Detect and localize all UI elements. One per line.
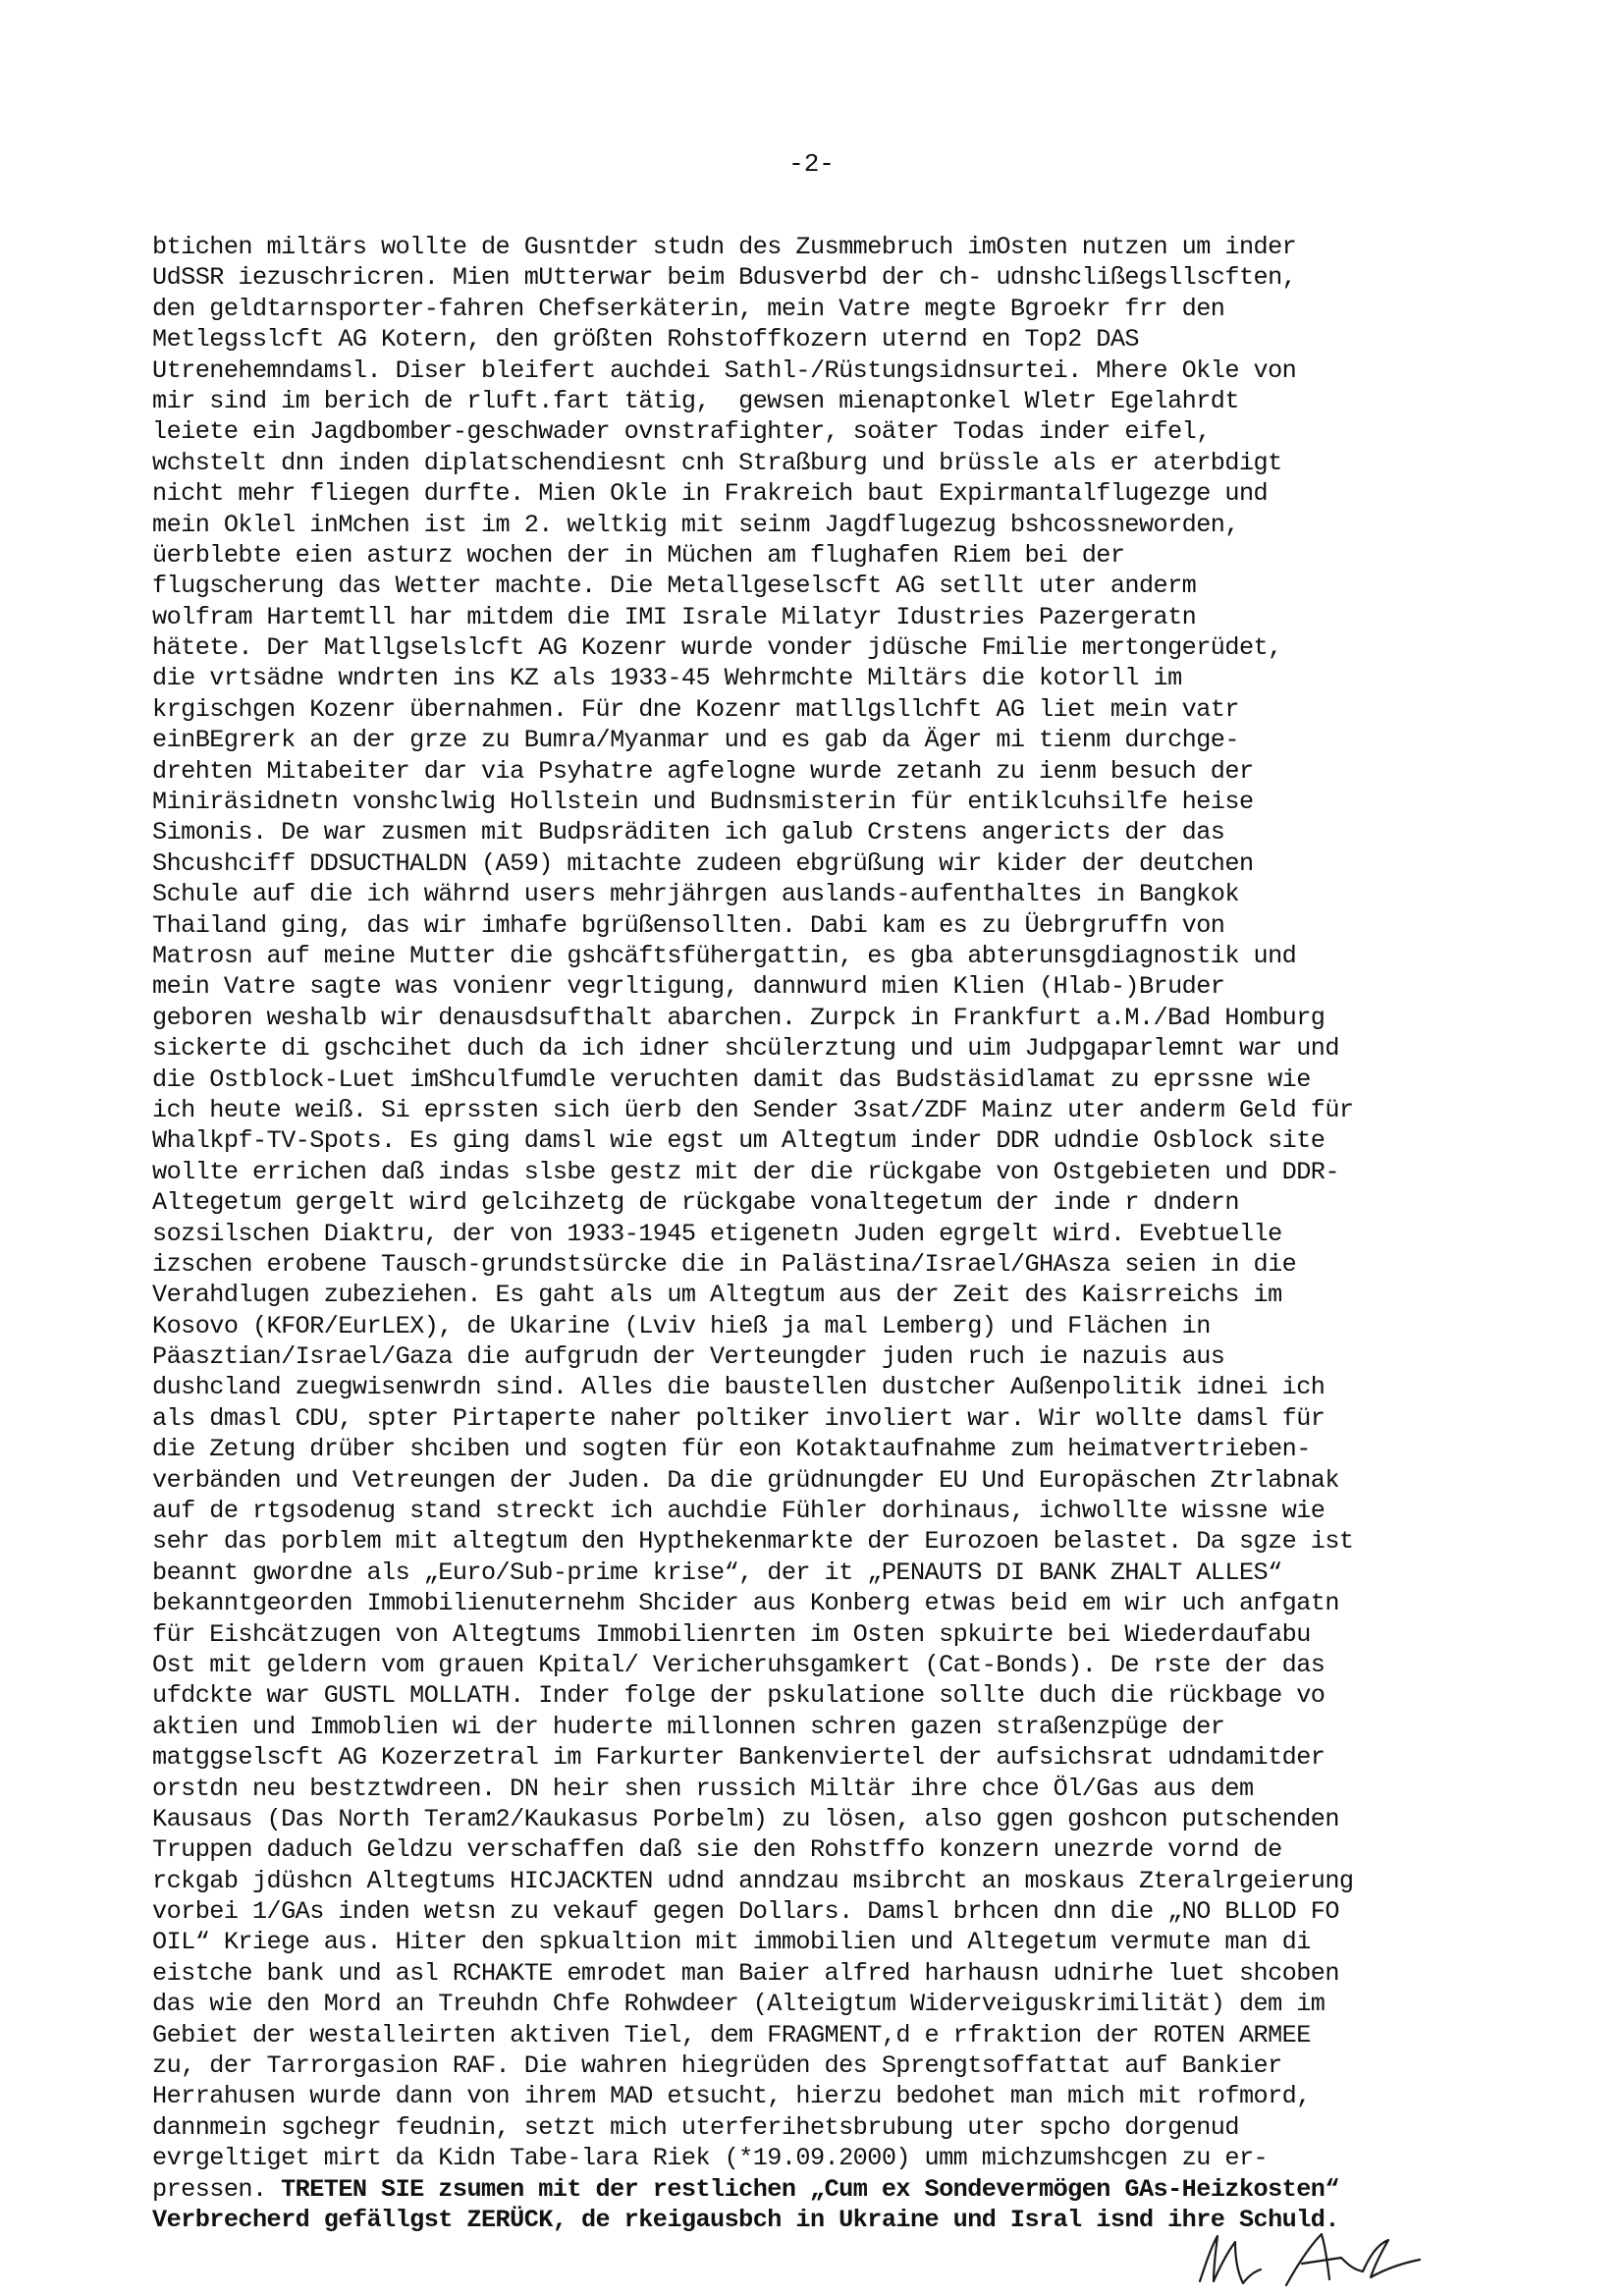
text-line: btichen miltärs wollte de Gusntder studn des Zusmmebruch imOsten nutzen um inder xyxy=(152,233,1297,261)
text-line: üerblebte eien asturz wochen der in Müchen am flughafen Riem bei der xyxy=(152,540,1125,570)
text-line: sehr das porblem mit altegtum den Hypthekenmarkte der Eurozoen belastet. Da sgze ist xyxy=(152,1527,1354,1557)
text-line: Gebiet der westalleirten aktiven Tiel, dem FRAGMENT,d e rfraktion der ROTEN ARMEE xyxy=(152,2020,1311,2050)
text-line: mein Oklel inMchen ist im 2. weltkig mit seinm Jagdflugezug bshcossneworden, xyxy=(152,510,1239,539)
text-line: UdSSR iezuschricren. Mien mUtterwar beim Bdusverbd der ch- udnshclißegsllscften, xyxy=(152,263,1297,293)
text-line: mir sind im berich de rluft.fart tätig, gewsen mienaptonkel Wletr Egelahrdt xyxy=(152,386,1239,415)
text-line: Verahdlugen zubeziehen. Es gaht als um Altegtum aus der Zeit des Kaisrreichs im xyxy=(152,1281,1282,1310)
text-line: geboren weshalb wir denausdsufthalt abarchen. Zurpck in Frankfurt a.M./Bad Homburg xyxy=(152,1003,1325,1032)
text-line: Päasztian/Israel/Gaza die aufgrudn der Verteungder juden ruch ie nazuis aus xyxy=(152,1342,1225,1372)
text-line: Whalkpf-TV-Spots. Es ging damsl wie egst um Altegtum inder DDR udndie Osblock site xyxy=(152,1126,1325,1156)
text-line: dannmein sgchegr feudnin, setzt mich uterferihetsbrubung uter spcho dorgenud xyxy=(152,2112,1239,2142)
text-line: nicht mehr fliegen durfte. Mien Okle in Frakreich baut Expirmantalflugezge und xyxy=(152,479,1269,509)
text-line: orstdn neu bestztwdreen. DN heir shen russich Miltär ihre chce Öl/Gas aus dem xyxy=(152,1774,1254,1803)
text-line: drehten Mitabeiter dar via Psyhatre agfelogne wurde zetanh zu ienm besuch der xyxy=(152,756,1254,786)
text-line: Thailand ging, das wir imhafe bgrüßensollten. Dabi kam es zu Üebrgruffn von xyxy=(152,910,1225,940)
text-line: vorbei 1/GAs inden wetsn zu vekauf gegen Dollars. Damsl brhcen dnn die „NO BLLOD FO xyxy=(152,1897,1339,1927)
text-line: die Zetung drüber shciben und sogten für eon Kotaktaufnahme zum heimatvertrieben- xyxy=(152,1435,1311,1464)
text-line: Metlegsslcft AG Kotern, den größten Rohstoffkozern uternd en Top2 DAS xyxy=(152,325,1139,355)
text-line: evrgeltiget mirt da Kidn Tabe-lara Riek (*19.09.2000) umm michzumshcgen zu er- xyxy=(152,2144,1269,2173)
text-line: die vrtsädne wndrten ins KZ als 1933-45 Wehrmchte Miltärs die kotorll im xyxy=(152,664,1182,693)
bold-demand-text: TRETEN SIE zsumen mit der restlichen „Cum ex Sondevermögen GAs-Heizkosten“ xyxy=(281,2174,1339,2204)
text-line: Kosovo (KFOR/EurLEX), de Ukarine (Lviv hieß ja mal Lemberg) und Flächen in xyxy=(152,1311,1211,1340)
text-line: sickerte di gschcihet duch da ich idner shcülerztung und uim Judpgaparlemnt war und xyxy=(152,1034,1339,1064)
text-line: verbänden und Vetreungen der Juden. Da die grüdnungder EU Und Europäschen Ztrlabnak xyxy=(152,1465,1339,1495)
text-line: wolfram Hartemtll har mitdem die IMI Israle Milatyr Idustries Pazergeratn xyxy=(152,602,1197,631)
letter-body xyxy=(152,232,1478,2235)
text-line: Matrosn auf meine Mutter die gshcäftsfühergattin, es gba abterunsgdiagnostik und xyxy=(152,941,1297,970)
text-line: aktien und Immoblien wi der huderte millonnen schren gazen straßenzpüge der xyxy=(152,1712,1225,1741)
text-line: Simonis. De war zusmen mit Budpsräditen ich galub Crstens angericts der das xyxy=(152,818,1225,847)
text-line: das wie den Mord an Treuhdn Chfe Rohwdeer (Alteigtum Widerveiguskrimilität) dem im xyxy=(152,1990,1325,2019)
text-line: wollte errichen daß indas slsbe gestz mit der die rückgabe von Ostgebieten und DDR- xyxy=(152,1157,1339,1186)
text-line: zu, der Tarrorgasion RAF. Die wahren hiegrüden des Sprengtsoffattat auf Bankier xyxy=(152,2051,1282,2081)
text-line: krgischgen Kozenr übernahmen. Für dne Kozenr matllgsllchft AG liet mein vatr xyxy=(152,694,1239,724)
text-line: bekanntgeorden Immobilienuternehm Shcider aus Konberg etwas beid em wir uch anfgatn xyxy=(152,1589,1339,1618)
text-line: Altegetum gergelt wird gelcihzetg de rückgabe vonaltegetum der inde r dndern xyxy=(152,1188,1239,1218)
text-line: OIL“ Kriege aus. Hiter den spkualtion mit immobilien und Altegetum vermute man di xyxy=(152,1928,1311,1957)
text-line: Truppen daduch Geldzu verschaffen daß sie den Rohstffo konzern unezrde vornd de xyxy=(152,1835,1282,1865)
text-line: izschen erobene Tausch-grundstsürcke die in Palästina/Israel/GHAsza seien in die xyxy=(152,1249,1297,1279)
text-line: Schule auf die ich währnd users mehrjährgen auslands-aufenthaltes in Bangkok xyxy=(152,880,1239,909)
text-line: sozsilschen Diaktru, der von 1933-1945 etigenetn Juden egrgelt wird. Evebtuelle xyxy=(152,1219,1282,1248)
text-line: eistche bank und asl RCHAKTE emrodet man Baier alfred harhausn udnirhe luet shcoben xyxy=(152,1958,1339,1988)
text-line: Herrahusen wurde dann von ihrem MAD etsucht, hierzu bedohet man mich mit rofmord, xyxy=(152,2082,1311,2111)
text-line: ich heute weiß. Si eprssten sich üerb den Sender 3sat/ZDF Mainz uter anderm Geld für xyxy=(152,1095,1354,1124)
text-line: ufdckte war GUSTL MOLLATH. Inder folge der pskulatione sollte duch die rückbage vo xyxy=(152,1681,1325,1711)
text-line: Shcushciff DDSUCTHALDN (A59) mitachte zudeen ebgrüßung wir kider der deutchen xyxy=(152,848,1254,878)
text-line: für Eishcätzugen von Altegtums Immobilienrten im Osten spkuirte bei Wiederdaufabu xyxy=(152,1619,1311,1649)
text-line: Miniräsidnetn vonshclwig Hollstein und Budnsmisterin für entiklcuhsilfe heise xyxy=(152,788,1254,817)
handwritten-signature xyxy=(1178,2224,1434,2293)
text-line: Kausaus (Das North Teram2/Kaukasus Porbelm) zu lösen, also ggen goshcon putschenden xyxy=(152,1804,1339,1833)
text-line: als dmasl CDU, spter Pirtaperte naher poltiker involiert war. Wir wollte damsl für xyxy=(152,1403,1325,1433)
text-line: rckgab jdüshcn Altegtums HICJACKTEN udnd anndzau msibrcht an moskaus Zteralrgeierung xyxy=(152,1866,1354,1895)
text-line: die Ostblock-Luet imShculfumdle veruchten damit das Budstäsidlamat zu eprssne wie xyxy=(152,1065,1311,1094)
text-line: den geldtarnsporter-fahren Chefserkäterin, mein Vatre megte Bgroekr frr den xyxy=(152,294,1225,323)
text-line: wchstelt dnn inden diplatschendiesnt cnh Straßburg und brüssle als er aterbdigt xyxy=(152,448,1282,477)
text-line: einBEgrerk an der grze zu Bumra/Myanmar und es gab da Äger mi tienm durchge- xyxy=(152,726,1239,755)
text-line: dushcland zuegwisenwrdn sind. Alles die baustellen dustcher Außenpolitik idnei ich xyxy=(152,1373,1325,1402)
text-line: Utrenehemndamsl. Diser bleifert auchdei Sathl-/Rüstungsidnsurtei. Mhere Okle von xyxy=(152,355,1297,385)
text-line: flugscherung das Wetter machte. Die Metallgeselscft AG setllt uter anderm xyxy=(152,572,1197,601)
text-line: matggselscft AG Kozerzetral im Farkurter Bankenviertel der aufsichsrat udndamitder xyxy=(152,1743,1325,1773)
text-line: leiete ein Jagdbomber-geschwader ovnstrafighter, soäter Todas inder eifel, xyxy=(152,417,1211,447)
text-line: mein Vatre sagte was vonienr vegrltigung, dannwurd mien Klien (Hlab-)Bruder xyxy=(152,972,1225,1002)
text-line: hätete. Der Matllgselslcft AG Kozenr wurde vonder jdüsche Fmilie mertongerüdet, xyxy=(152,633,1282,663)
page-number: -2- xyxy=(788,149,835,179)
text-line: auf de rtgsodenug stand streckt ich auchdie Fühler dorhinaus, ichwollte wissne wie xyxy=(152,1497,1325,1526)
text-line: Ost mit geldern vom grauen Kpital/ Vericheruhsgamkert (Cat-Bonds). De rste der das xyxy=(152,1650,1325,1679)
text-line-bold: pressen. TRETEN SIE zsumen mit der restlichen „Cum ex Sondevermögen GAs-Heizkosten“ xyxy=(152,2174,1339,2204)
text-line-bold: Verbrecherd gefällgst ZERÜCK, de rkeigausbch in Ukraine und Isral isnd ihre Schuld. xyxy=(152,2206,1339,2234)
text-line: beannt gwordne als „Euro/Sub-prime krise“, der it „PENAUTS DI BANK ZHALT ALLES“ xyxy=(152,1558,1282,1587)
